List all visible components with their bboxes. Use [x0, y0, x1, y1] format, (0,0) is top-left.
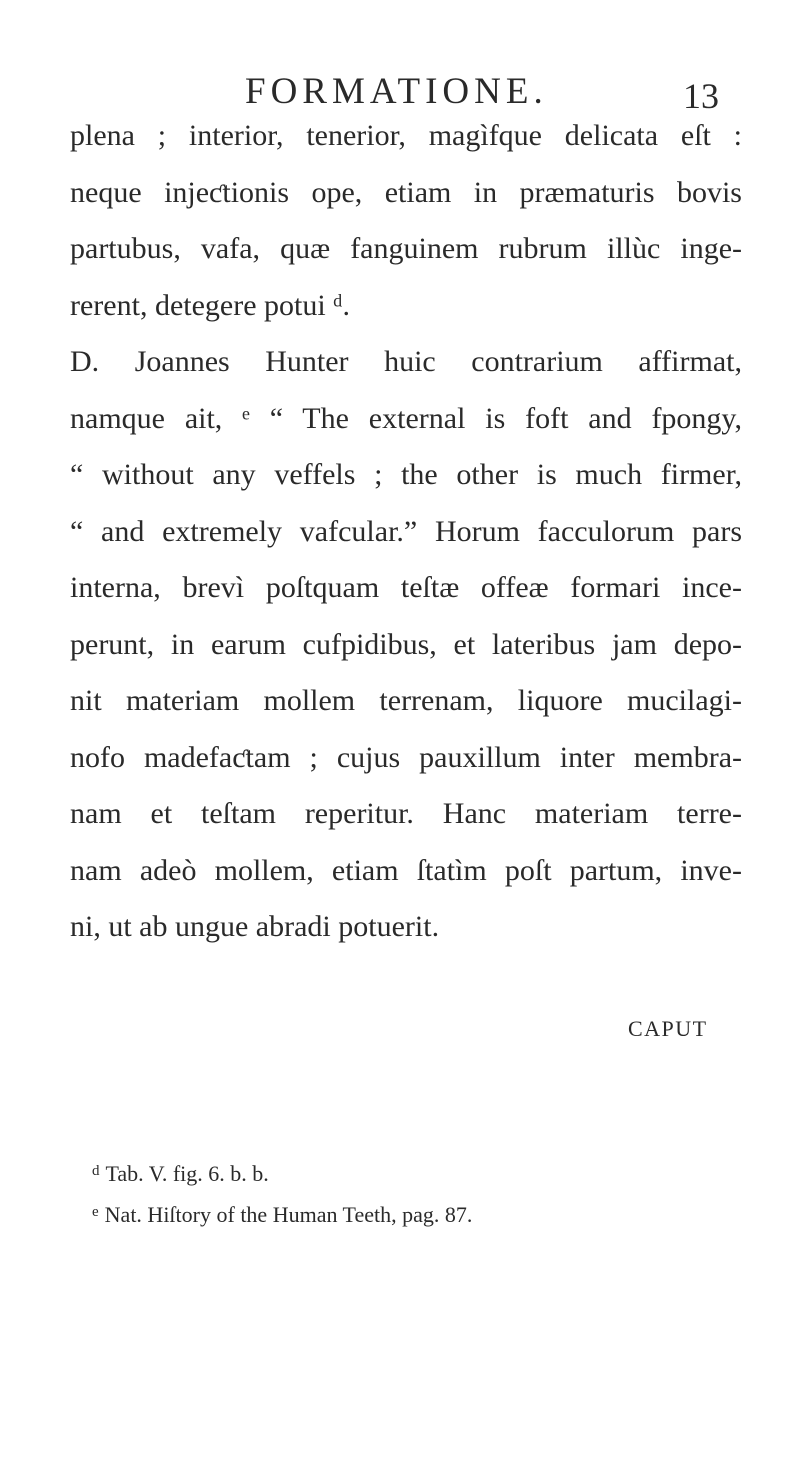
text-line: partubus, vafa, quæ fanguinem rubrum illùc inge-: [70, 232, 742, 265]
text-line: interna, brevì poſtquam teſtæ offeæ formari ince-: [70, 571, 742, 604]
footnote-mark: d: [92, 1163, 100, 1179]
text-line: nit materiam mollem terrenam, liquore mucilagi-: [70, 684, 742, 717]
text-line: namque ait, ᵉ “ The external is foft and fpongy,: [70, 401, 742, 435]
text-line: “ without any veffels ; the other is much firmer,: [70, 458, 742, 491]
running-title: FORMATIONE.: [245, 71, 548, 112]
text-line: “ and extremely vafcular.” Horum facculorum pars: [70, 514, 742, 548]
text-line: rerent, detegere potui ᵈ.: [70, 288, 351, 322]
footnote: [92, 1152, 742, 1193]
footnote-mark: e: [92, 1204, 99, 1220]
body-text: [70, 108, 742, 956]
text-line: nam adeò mollem, etiam ſtatìm poſt partum, inve-: [70, 853, 742, 887]
footnotes: [92, 1152, 742, 1234]
catchword: CAPUT: [628, 1016, 708, 1041]
text-line: plena ; interior, tenerior, magìfque delicata eſt :: [70, 119, 742, 152]
text-line: ni, ut ab ungue abradi potuerit.: [70, 910, 440, 943]
text-line: D. Joannes Hunter huic contrarium affirmat,: [70, 345, 742, 378]
text-line: nam et teſtam reperitur. Hanc materiam terre-: [70, 797, 742, 830]
text-line: perunt, in earum cufpidibus, et lateribus jam depo-: [70, 627, 742, 661]
footnote: [92, 1193, 742, 1234]
text-line: neque injeƈtionis ope, etiam in præmaturis bovis: [70, 175, 742, 209]
text-line: nofo madefaƈtam ; cujus pauxillum inter membra-: [70, 740, 742, 774]
footnote-text: Tab. V. fig. 6. b. b.: [105, 1161, 269, 1186]
page-number: 13: [683, 76, 719, 116]
footnote-text: Nat. Hiſtory of the Human Teeth, pag. 87.: [104, 1202, 473, 1227]
